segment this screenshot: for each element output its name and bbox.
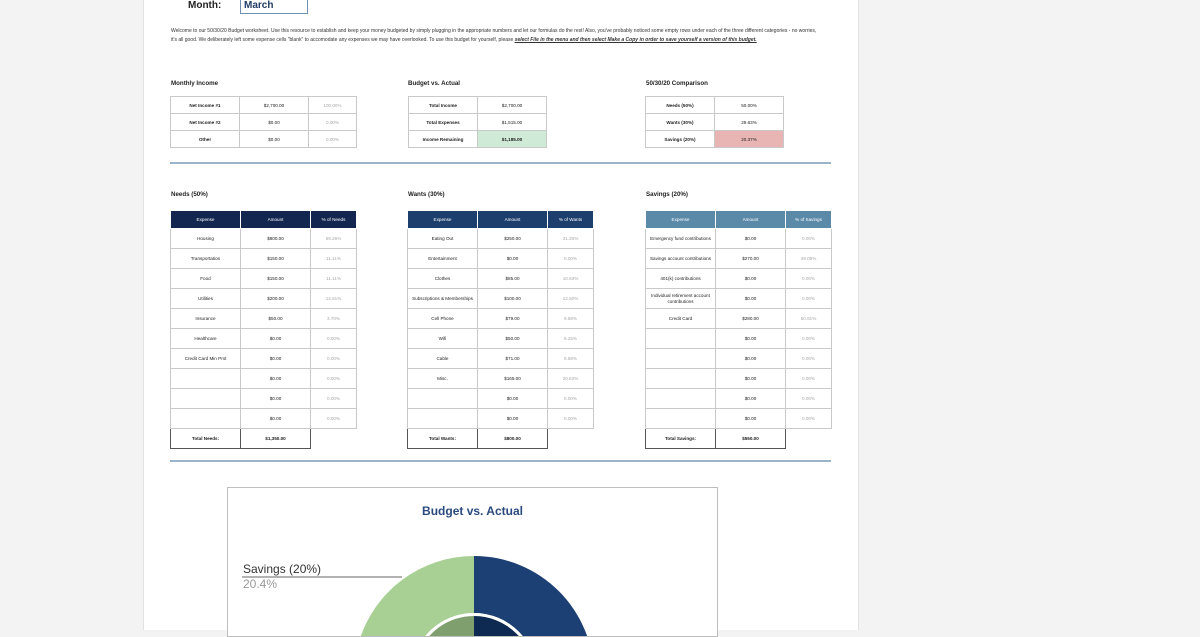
comparison-label: Savings (20%) [646, 131, 715, 148]
pct-cell: 0.00% [311, 409, 357, 429]
amount-cell[interactable]: $0.00 [241, 389, 311, 409]
chart-title: Budget vs. Actual [422, 504, 523, 518]
pct-cell: 11.11% [311, 249, 357, 269]
expense-cell[interactable] [171, 409, 241, 429]
pct-cell: 0.00% [548, 389, 594, 409]
pct-cell: 50.91% [786, 309, 832, 329]
wants-row [408, 369, 594, 389]
amount-cell[interactable]: $0.00 [478, 409, 548, 429]
total-label: Total Wants: [408, 429, 478, 449]
empty-cell [548, 429, 594, 449]
needs-row [171, 389, 357, 409]
budget-vs-actual-table [408, 96, 547, 148]
empty-cell [311, 429, 357, 449]
month-input[interactable]: March [240, 0, 308, 14]
pct-cell: 0.00% [786, 389, 832, 409]
amount-cell[interactable]: $0.00 [241, 349, 311, 369]
needs-total-row [171, 429, 357, 449]
budget-vs-actual-title: Budget vs. Actual [408, 80, 461, 87]
savings-row [646, 309, 832, 329]
intro-text [171, 27, 821, 44]
budget-amount[interactable]: $1,515.00 [478, 114, 547, 131]
budget-row [409, 97, 547, 114]
budget-row [409, 131, 547, 148]
empty-cell [786, 429, 832, 449]
amount-cell[interactable]: $200.00 [241, 289, 311, 309]
header-cell: % of Wants [548, 211, 594, 229]
expense-cell[interactable]: Credit Card [646, 309, 716, 329]
expense-cell[interactable] [646, 389, 716, 409]
expense-cell[interactable] [408, 389, 478, 409]
header-cell: Amount [241, 211, 311, 229]
income-pct: 0.00% [309, 131, 357, 148]
budget-label: Total Expenses [409, 114, 478, 131]
needs-row [171, 309, 357, 329]
income-remaining-amount[interactable]: $1,185.00 [478, 131, 547, 148]
savings-row [646, 269, 832, 289]
amount-cell[interactable]: $0.00 [716, 409, 786, 429]
header-cell: Expense [408, 211, 478, 229]
income-amount[interactable]: $2,700.00 [240, 97, 309, 114]
income-pct: 100.00% [309, 97, 357, 114]
needs-row [171, 249, 357, 269]
expense-cell[interactable]: Emergency fund contributions [646, 229, 716, 249]
expense-cell[interactable]: Insurance [171, 309, 241, 329]
amount-cell[interactable]: $250.00 [478, 229, 548, 249]
amount-cell[interactable]: $100.00 [478, 289, 548, 309]
pct-cell: 0.00% [311, 369, 357, 389]
total-amount: $800.00 [478, 429, 548, 449]
amount-cell[interactable]: $0.00 [716, 349, 786, 369]
amount-cell[interactable]: $800.00 [241, 229, 311, 249]
expense-cell[interactable] [646, 369, 716, 389]
expense-cell[interactable]: Savings account contributions [646, 249, 716, 269]
header-cell: Amount [716, 211, 786, 229]
needs-row [171, 369, 357, 389]
expense-cell[interactable]: Transportation [171, 249, 241, 269]
needs-row [171, 289, 357, 309]
amount-cell[interactable]: $0.00 [478, 389, 548, 409]
savings-row [646, 289, 832, 309]
expense-cell[interactable]: Healthcare [171, 329, 241, 349]
wants-row [408, 269, 594, 289]
pct-cell: 0.00% [548, 409, 594, 429]
amount-cell[interactable]: $0.00 [716, 229, 786, 249]
wants-total-row [408, 429, 594, 449]
income-amount[interactable]: $0.00 [240, 114, 309, 131]
pct-cell: 0.00% [786, 329, 832, 349]
comparison-label: Needs (50%) [646, 97, 715, 114]
needs-table [170, 210, 357, 449]
expense-cell[interactable] [646, 329, 716, 349]
wants-row [408, 349, 594, 369]
section-divider [170, 162, 831, 164]
savings-table [645, 210, 832, 449]
amount-cell[interactable]: $270.00 [716, 249, 786, 269]
savings-header-row [646, 211, 832, 229]
pct-cell: 0.00% [786, 229, 832, 249]
expense-cell[interactable]: Credit Card Min Pmt [171, 349, 241, 369]
comparison-title: 50/30/20 Comparison [646, 80, 708, 87]
header-cell: Amount [478, 211, 548, 229]
budget-label: Total Income [409, 97, 478, 114]
intro-paragraph: Welcome to our 50/30/20 Budget worksheet. Use this resource to establish and keep your money budgeted by simply plugging in the appropriate numbers and let our formulas do the rest! Also, you've probably noticed some empty rows under each of the three different categories - no worries, it's all good. We deliberately left some expense cells "blank" to accomodate any expenses we may have overlooked. To use this budget for yourself, please [171, 28, 817, 43]
savings-total-row [646, 429, 832, 449]
income-row [171, 131, 357, 148]
total-label: Total Needs: [171, 429, 241, 449]
pct-cell: 3.70% [311, 309, 357, 329]
pct-cell: 0.00% [786, 409, 832, 429]
income-row [171, 97, 357, 114]
header-cell: % of Savings [786, 211, 832, 229]
monthly-income-table [170, 96, 357, 148]
pct-cell: 0.00% [786, 369, 832, 389]
budget-row [409, 114, 547, 131]
amount-cell[interactable]: $150.00 [241, 249, 311, 269]
comparison-pct: 29.63% [715, 114, 784, 131]
expense-cell[interactable]: Misc. [408, 369, 478, 389]
section-divider [170, 460, 831, 462]
amount-cell[interactable]: $150.00 [241, 269, 311, 289]
expense-cell[interactable]: Cable [408, 349, 478, 369]
expense-cell[interactable] [646, 349, 716, 369]
expense-cell[interactable]: Housing [171, 229, 241, 249]
amount-cell[interactable]: $0.00 [716, 269, 786, 289]
expense-cell[interactable]: Utilities [171, 289, 241, 309]
total-amount: $550.00 [716, 429, 786, 449]
income-amount[interactable]: $0.00 [240, 131, 309, 148]
needs-row [171, 349, 357, 369]
wants-row [408, 329, 594, 349]
pct-cell: 49.09% [786, 249, 832, 269]
pie-chart-svg [228, 488, 717, 636]
amount-cell[interactable]: $165.00 [478, 369, 548, 389]
header-cell: Expense [646, 211, 716, 229]
amount-cell[interactable]: $85.00 [478, 269, 548, 289]
pct-cell: 12.50% [548, 289, 594, 309]
expense-cell[interactable]: Individual retirement account contributions [646, 289, 716, 309]
pct-cell: 31.25% [548, 229, 594, 249]
pie-slice-label: Savings (20%) [243, 562, 322, 576]
pct-cell: 59.26% [311, 229, 357, 249]
savings-row [646, 369, 832, 389]
monthly-income-title: Monthly Income [171, 80, 219, 87]
pie-slice-value: 20.4% [243, 577, 278, 591]
comparison-row [646, 114, 784, 131]
wants-row [408, 249, 594, 269]
savings-row [646, 249, 832, 269]
copy-instruction: select File in the menu and then select Make a Copy in order to save yourself a version of this budget. [514, 36, 757, 43]
savings-row [646, 329, 832, 349]
expense-cell[interactable] [646, 409, 716, 429]
amount-cell[interactable]: $0.00 [241, 369, 311, 389]
amount-cell[interactable]: $0.00 [716, 289, 786, 309]
month-label: Month: [188, 0, 222, 11]
expense-cell[interactable]: Food [171, 269, 241, 289]
wants-row [408, 389, 594, 409]
amount-cell[interactable]: $0.00 [716, 369, 786, 389]
pct-cell: 20.63% [548, 369, 594, 389]
expense-cell[interactable]: Cell Phone [408, 309, 478, 329]
comparison-label: Wants (30%) [646, 114, 715, 131]
wants-row [408, 309, 594, 329]
income-row [171, 114, 357, 131]
header-cell: Expense [171, 211, 241, 229]
expense-cell[interactable]: Eating Out [408, 229, 478, 249]
total-amount: $1,350.00 [241, 429, 311, 449]
expense-cell[interactable]: Entertainment [408, 249, 478, 269]
comparison-table [645, 96, 784, 148]
savings-row [646, 349, 832, 369]
header-cell: % of Needs [311, 211, 357, 229]
needs-row [171, 409, 357, 429]
amount-cell[interactable]: $0.00 [241, 329, 311, 349]
comparison-row [646, 131, 784, 148]
pct-cell: 0.00% [786, 269, 832, 289]
expense-cell[interactable] [171, 389, 241, 409]
budget-chart[interactable] [227, 487, 718, 637]
pct-cell: 11.11% [311, 269, 357, 289]
amount-cell[interactable]: $0.00 [478, 249, 548, 269]
pct-cell: 0.00% [786, 289, 832, 309]
pct-cell: 0.00% [311, 329, 357, 349]
amount-cell[interactable]: $0.00 [716, 329, 786, 349]
wants-table [407, 210, 594, 449]
savings-row [646, 229, 832, 249]
savings-title: Savings (20%) [646, 191, 688, 198]
income-pct: 0.00% [309, 114, 357, 131]
amount-cell[interactable]: $79.00 [478, 309, 548, 329]
income-label: Net Income #1 [171, 97, 240, 114]
amount-cell[interactable]: $50.00 [478, 329, 548, 349]
pct-cell: 10.63% [548, 269, 594, 289]
amount-cell[interactable]: $71.00 [478, 349, 548, 369]
expense-cell[interactable]: 401(k) contributions [646, 269, 716, 289]
savings-row [646, 409, 832, 429]
income-label: Net Income #2 [171, 114, 240, 131]
comparison-row [646, 97, 784, 114]
comparison-pct: 20.37% [715, 131, 784, 148]
pct-cell: 8.88% [548, 349, 594, 369]
expense-cell[interactable]: Subscriptions & Memberships [408, 289, 478, 309]
needs-header-row [171, 211, 357, 229]
expense-cell[interactable] [408, 409, 478, 429]
pct-cell: 9.88% [548, 309, 594, 329]
wants-row [408, 289, 594, 309]
wants-header-row [408, 211, 594, 229]
wants-row [408, 409, 594, 429]
expense-cell[interactable] [171, 369, 241, 389]
needs-row [171, 269, 357, 289]
amount-cell[interactable]: $280.00 [716, 309, 786, 329]
budget-label: Income Remaining [409, 131, 478, 148]
needs-row [171, 329, 357, 349]
budget-amount[interactable]: $2,700.00 [478, 97, 547, 114]
amount-cell[interactable]: $50.00 [241, 309, 311, 329]
needs-title: Needs (50%) [171, 191, 208, 198]
needs-row [171, 229, 357, 249]
pct-cell: 0.00% [786, 349, 832, 369]
expense-cell[interactable]: Clothes [408, 269, 478, 289]
total-label: Total Savings: [646, 429, 716, 449]
wants-row [408, 229, 594, 249]
wants-title: Wants (30%) [408, 191, 445, 198]
expense-cell[interactable]: Wifi [408, 329, 478, 349]
comparison-pct: 50.00% [715, 97, 784, 114]
pct-cell: 0.00% [311, 349, 357, 369]
pct-cell: 6.25% [548, 329, 594, 349]
pct-cell: 0.00% [311, 389, 357, 409]
savings-row [646, 389, 832, 409]
amount-cell[interactable]: $0.00 [241, 409, 311, 429]
amount-cell[interactable]: $0.00 [716, 389, 786, 409]
pct-cell: 0.00% [548, 249, 594, 269]
income-label: Other [171, 131, 240, 148]
pct-cell: 14.81% [311, 289, 357, 309]
